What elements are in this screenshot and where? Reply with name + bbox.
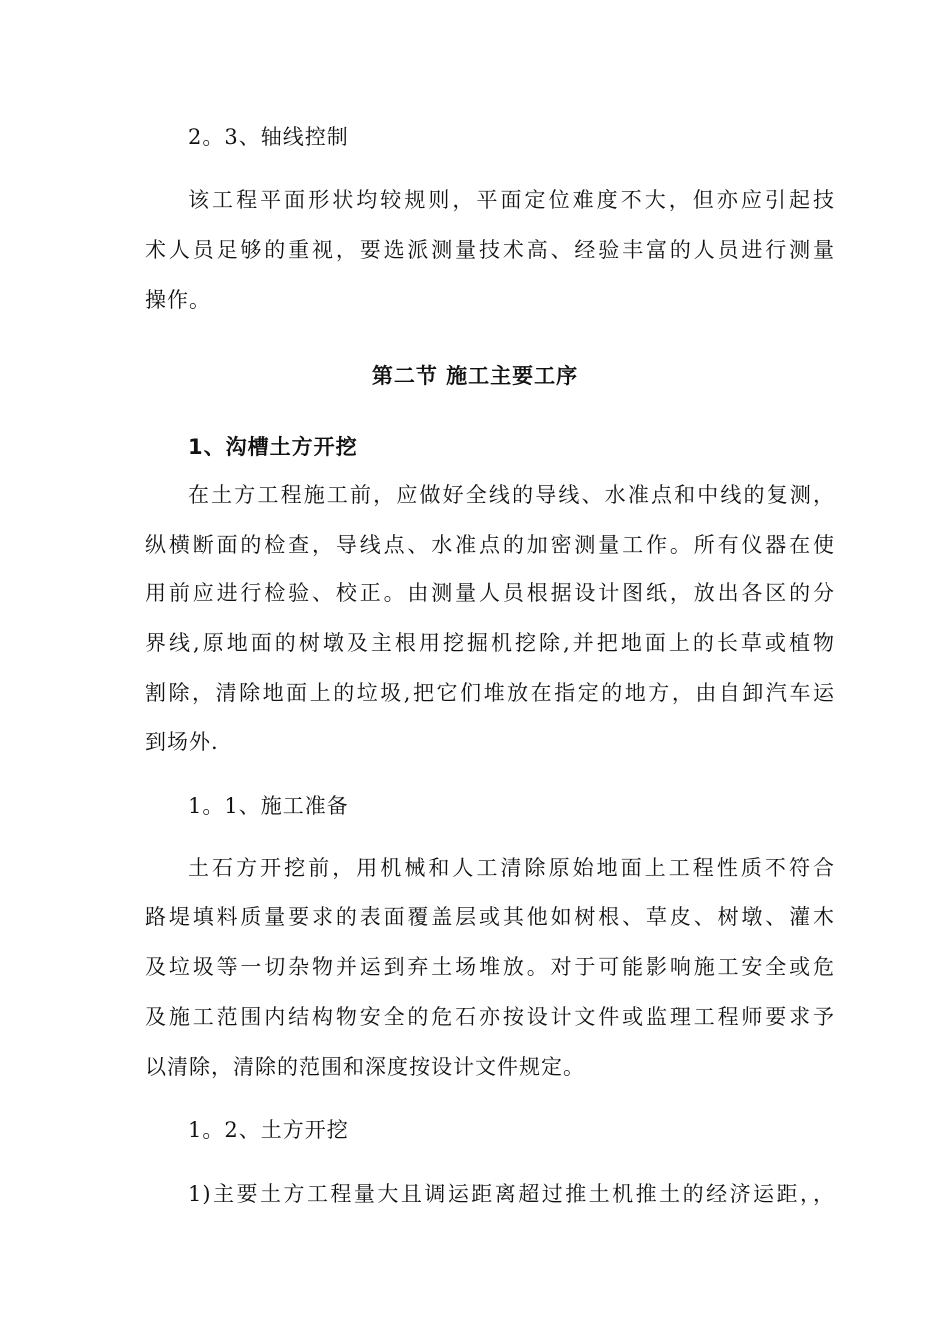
- paragraph-line: 纵横断面的检查，导线点、水准点的加密测量工作。所有仪器在使: [145, 533, 835, 557]
- paragraph-line: 用前应进行检验、校正。由测量人员根据设计图纸，放出各区的分: [145, 581, 835, 605]
- paragraph-line: 在土方工程施工前，应做好全线的导线、水准点和中线的复测，: [188, 483, 835, 507]
- paragraph-line: 路堤填料质量要求的表面覆盖层或其他如树根、草皮、树墩、灌木: [145, 905, 835, 929]
- paragraph-line: 界线,原地面的树墩及主根用挖掘机挖除,并把地面上的长草或植物: [145, 631, 835, 655]
- paragraph-line: 到场外.: [145, 730, 219, 754]
- section-1-2-heading: 1。2、土方开挖: [188, 1118, 349, 1142]
- section-1-1-heading: 1。1、施工准备: [188, 794, 349, 818]
- paragraph-line: 及施工范围内结构物安全的危石亦按设计文件或监理工程师要求予: [145, 1005, 835, 1029]
- chapter-title: 第二节 施工主要工序: [371, 364, 579, 388]
- paragraph-line: 该工程平面形状均较规则，平面定位难度不大，但亦应引起技: [188, 188, 835, 212]
- paragraph-line: 术人员足够的重视，要选派测量技术高、经验丰富的人员进行测量: [145, 238, 835, 262]
- paragraph-line: 割除，清除地面上的垃圾,把它们堆放在指定的地方，由自卸汽车运: [145, 681, 835, 705]
- paragraph-line: 以清除，清除的范围和深度按设计文件规定。: [145, 1055, 585, 1079]
- paragraph-line: 及垃圾等一切杂物并运到弃土场堆放。对于可能影响施工安全或危: [145, 955, 835, 979]
- section-2-3-heading: 2。3、轴线控制: [188, 125, 349, 149]
- section-1-heading: 1、沟槽土方开挖: [188, 435, 358, 459]
- paragraph-line: 1)主要土方工程量大且调运距离超过推土机推土的经济运距，，: [188, 1182, 835, 1206]
- paragraph-line: 土石方开挖前，用机械和人工清除原始地面上工程性质不符合: [188, 856, 835, 880]
- paragraph-line: 操作。: [145, 288, 211, 312]
